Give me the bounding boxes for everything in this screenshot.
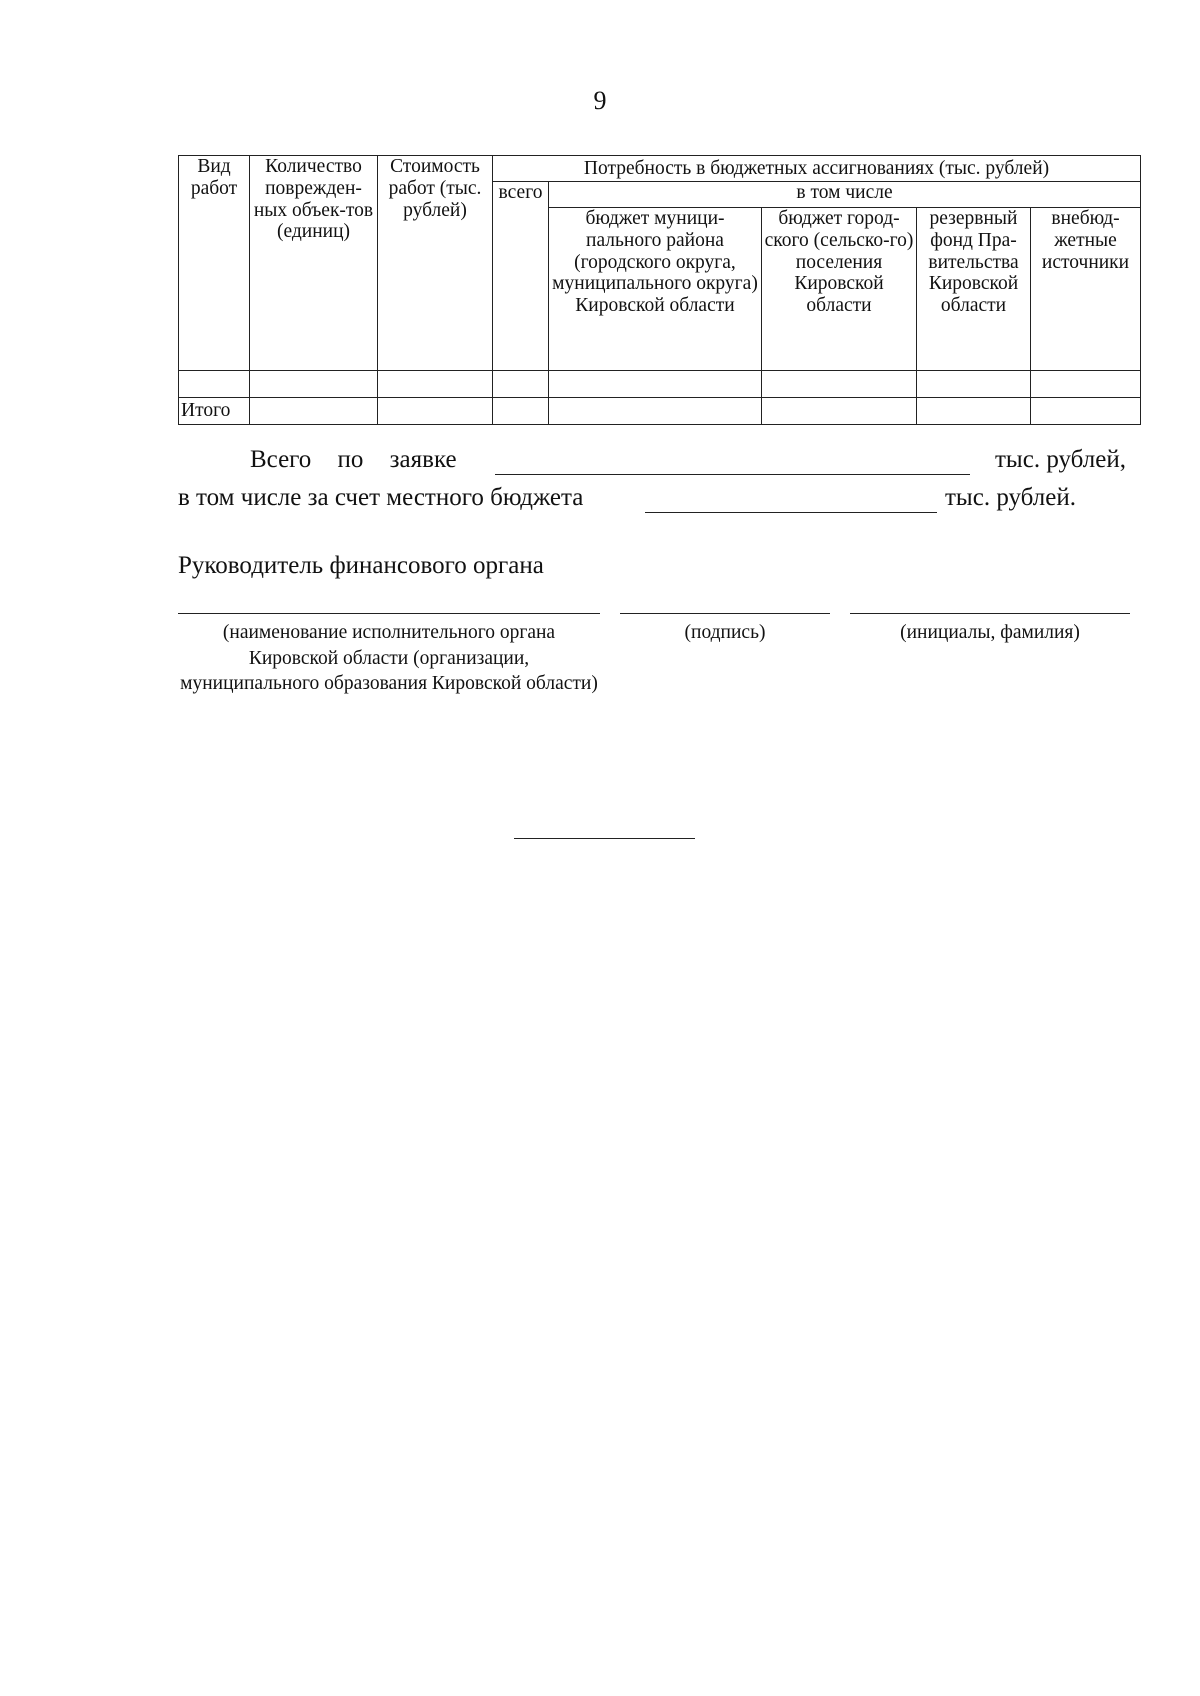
header-work-type: Вид работ — [179, 156, 250, 371]
signature-blank — [620, 613, 830, 614]
cell-empty — [378, 398, 493, 425]
cell-empty — [1031, 398, 1141, 425]
header-damaged-objects: Количество поврежден-ных объек-тов (единиц) — [250, 156, 378, 371]
header-settlement-budget: бюджет город-ского (сельско-го) поселения Кировской области — [762, 208, 917, 371]
cell-empty — [917, 371, 1031, 398]
local-budget-label: в том числе за счет местного бюджета — [178, 484, 584, 511]
page-number: 9 — [593, 86, 607, 115]
local-budget-unit: тыс. рублей. — [945, 484, 1076, 511]
total-row-label: Итого — [179, 398, 250, 425]
header-including: в том числе — [549, 182, 1141, 208]
cell-empty — [493, 371, 549, 398]
header-extrabudgetary: внебюд-жетные источники — [1031, 208, 1141, 371]
cell-empty — [378, 371, 493, 398]
cell-empty — [917, 398, 1031, 425]
total-request-blank — [495, 474, 970, 475]
cell-empty — [549, 371, 762, 398]
cell-empty — [250, 398, 378, 425]
table-row — [179, 371, 1141, 398]
cell-empty — [250, 371, 378, 398]
name-caption: (инициалы, фамилия) — [900, 622, 1080, 643]
total-row — [179, 398, 1141, 425]
header-budget-need: Потребность в бюджетных ассигнованиях (тыс. рублей) — [493, 156, 1141, 182]
local-budget-blank — [645, 512, 937, 513]
head-of-finance-title: Руководитель финансового органа — [178, 552, 544, 579]
signature-caption: (подпись) — [684, 622, 766, 643]
end-rule — [514, 838, 695, 839]
cell-empty — [762, 371, 917, 398]
header-total: всего — [493, 182, 549, 371]
org-name-blank — [178, 613, 600, 614]
header-cost: Стоимость работ (тыс. рублей) — [378, 156, 493, 371]
cell-empty — [549, 398, 762, 425]
budget-request-table — [178, 155, 1141, 425]
cell-empty — [1031, 371, 1141, 398]
cell-empty — [179, 371, 250, 398]
total-request-label: Всего по заявке — [250, 446, 457, 473]
org-name-caption: (наименование исполнительного органа Кировской области (организации, муниципального образования Кировской области) — [180, 622, 598, 695]
total-request-unit: тыс. рублей, — [995, 446, 1126, 473]
header-reserve-fund: резервный фонд Пра-вительства Кировской области — [917, 208, 1031, 371]
cell-empty — [762, 398, 917, 425]
cell-empty — [493, 398, 549, 425]
header-municipal-district-budget: бюджет муници-пального района (городского округа, муниципального округа) Кировской области — [549, 208, 762, 371]
name-blank — [850, 613, 1130, 614]
